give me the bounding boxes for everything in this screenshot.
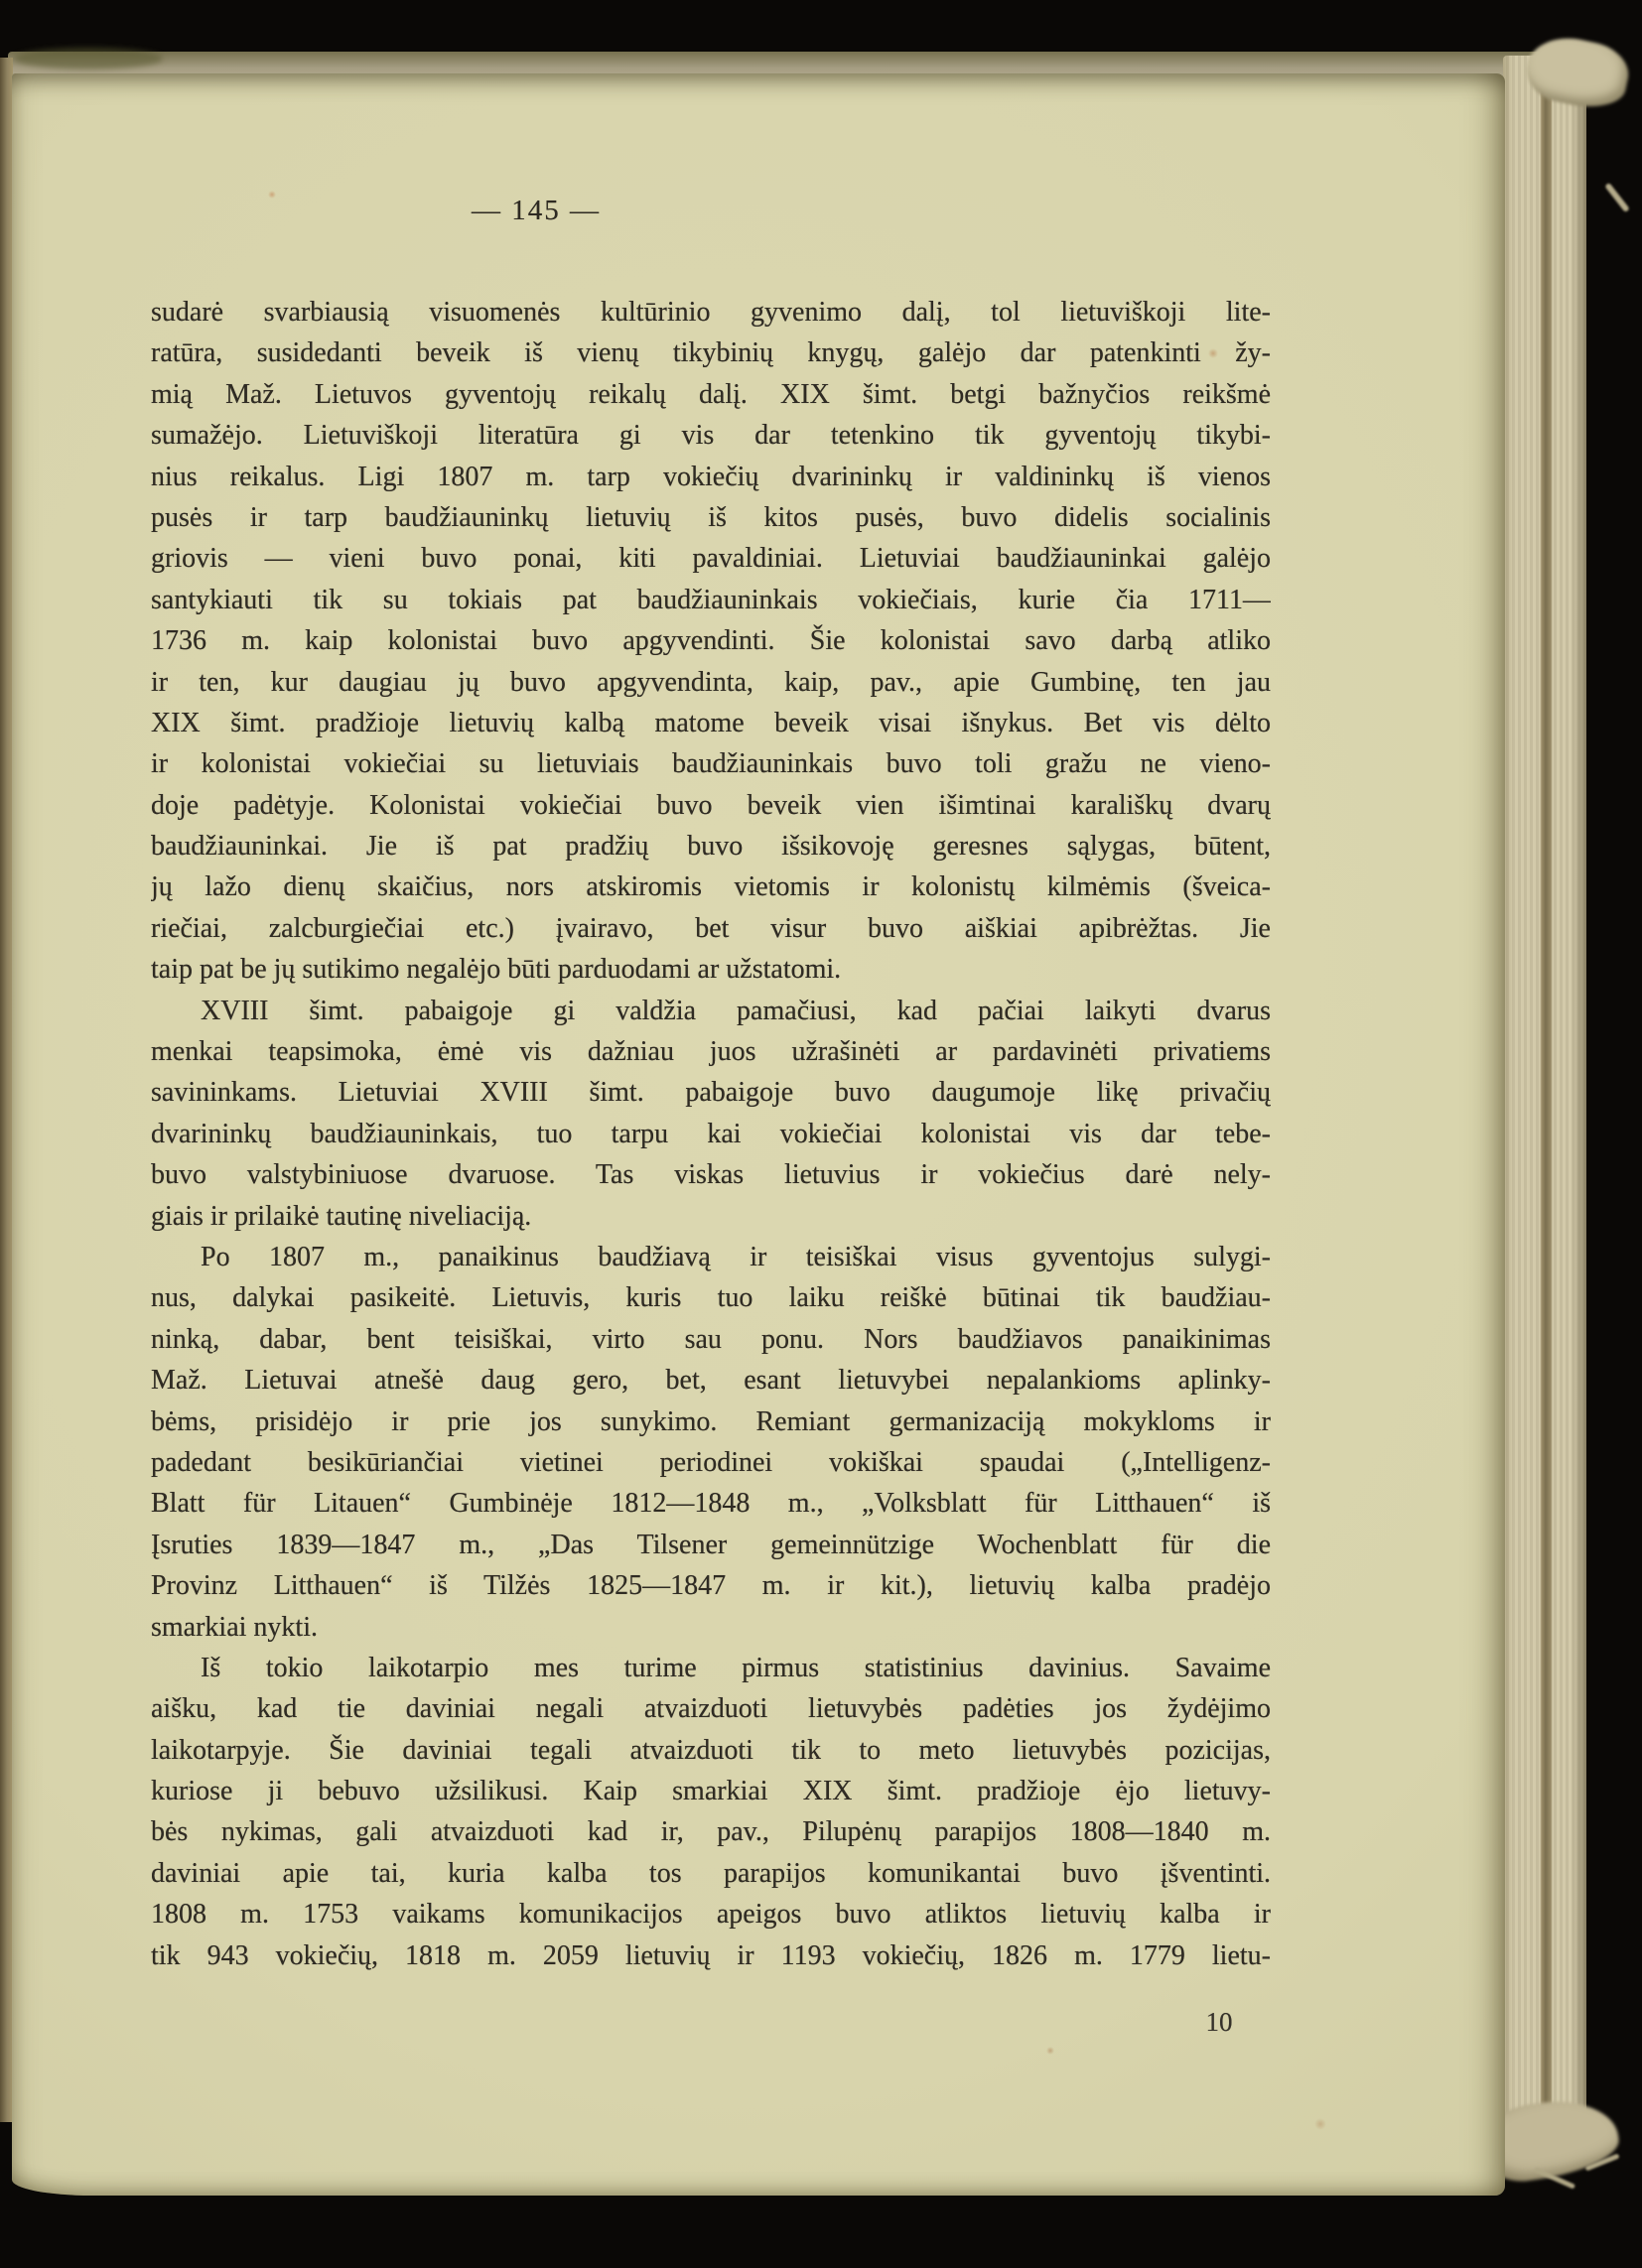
text-line: savininkams. Lietuviai XVIII šimt. pabaigoje buvo daugumoje likę privačių bbox=[151, 1077, 1271, 1109]
text-line: buvo valstybiniuose dvaruose. Tas viskas lietuvius ir vokiečius darė nely- bbox=[151, 1159, 1271, 1191]
text-line: nius reikalus. Ligi 1807 m. tarp vokiečių dvarininkų ir valdininkų iš vienos bbox=[151, 461, 1271, 492]
text-line: santykiauti tik su tokiais pat baudžiauninkais vokiečiais, kurie čia 1711— bbox=[151, 584, 1271, 615]
text-line: dvarininkų baudžiauninkais, tuo tarpu kai vokiečiai kolonistai vis dar tebe- bbox=[151, 1118, 1271, 1149]
text-line: Blatt für Litauen“ Gumbinėje 1812—1848 m., „Volksblatt für Litthauen“ iš bbox=[151, 1488, 1271, 1520]
text-line: ir kolonistai vokiečiai su lietuviais baudžiauninkais buvo toli gražu ne vieno- bbox=[151, 748, 1271, 780]
text-line: ninką, dabar, bent teisiškai, virto sau ponu. Nors baudžiavos panaikinimas bbox=[151, 1323, 1271, 1355]
text-line: padedant besikūriančiai vietinei periodinei vokiškai spaudai („Intelligenz- bbox=[151, 1446, 1271, 1478]
text-line: 1736 m. kaip kolonistai buvo apgyvendinti. Šie kolonistai savo darbą atliko bbox=[151, 625, 1271, 657]
text-line: Iš tokio laikotarpio mes turime pirmus statistinius davinius. Savaime bbox=[201, 1652, 1271, 1683]
text-line: ir ten, kur daugiau jų buvo apgyvendinta, kaip, pav., apie Gumbinę, ten jau bbox=[151, 666, 1271, 698]
text-line: laikotarpyje. Šie daviniai tegali atvaizduoti tik to meto lietuvybės pozicijas, bbox=[151, 1734, 1271, 1766]
text-line: griovis — vieni buvo ponai, kiti pavaldiniai. Lietuviai baudžiauninkai galėjo bbox=[151, 543, 1271, 575]
page-number-header: — 145 — bbox=[472, 195, 601, 226]
text-line: baudžiauninkai. Jie iš pat pradžių buvo išsikovoję geresnes sąlygas, būtent, bbox=[151, 831, 1271, 863]
text-line: smarkiai nykti. bbox=[151, 1611, 318, 1643]
body-text bbox=[151, 292, 1271, 1976]
text-line: jų lažo dienų skaičius, nors atskiromis vietomis ir kolonistų kilmėmis (šveica- bbox=[151, 871, 1271, 903]
text-line: Po 1807 m., panaikinus baudžiavą ir teisiškai visus gyventojus sulygi- bbox=[201, 1241, 1271, 1272]
text-line: daviniai apie tai, kuria kalba tos parapijos komunikantai buvo įšventinti. bbox=[151, 1857, 1271, 1889]
text-line: sudarė svarbiausią visuomenės kultūrinio gyvenimo dalį, tol lietuviškoji lite- bbox=[151, 297, 1271, 328]
fore-edge-seam bbox=[1541, 56, 1552, 2126]
text-line: Provinz Litthauen“ iš Tilžės 1825—1847 m. ir kit.), lietuvių kalba pradėjo bbox=[151, 1570, 1271, 1602]
text-line: riečiai, zalcburgiečiai etc.) įvairavo, bet visur buvo aiškiai apibrėžtas. Jie bbox=[151, 912, 1271, 944]
text-line: giais ir prilaikė tautinę niveliaciją. bbox=[151, 1200, 532, 1232]
text-line: sumažėjo. Lietuviškoji literatūra gi vis dar tetenkino tik gyventojų tikybi- bbox=[151, 420, 1271, 452]
text-line: taip pat be jų sutikimo negalėjo būti parduodami ar užstatomi. bbox=[151, 954, 842, 986]
loose-thread-top bbox=[1604, 183, 1630, 212]
text-line: menkai teapsimoka, ėmė vis dažniau juos užrašinėti ar pardavinėti privatiems bbox=[151, 1036, 1271, 1068]
worn-edge-top-left bbox=[14, 48, 163, 69]
text-line: XIX šimt. pradžioje lietuvių kalbą matome beveik visai išnykus. Bet vis dėlto bbox=[151, 707, 1271, 738]
text-line: mią Maž. Lietuvos gyventojų reikalų dalį. XIX šimt. betgi bažnyčios reikšmė bbox=[151, 378, 1271, 410]
book-page bbox=[12, 73, 1505, 2196]
text-line: XVIII šimt. pabaigoje gi valdžia pamačiusi, kad pačiai laikyti dvarus bbox=[201, 995, 1271, 1026]
text-line: doje padėtyje. Kolonistai vokiečiai buvo beveik vien išimtinai karališkų dvarų bbox=[151, 789, 1271, 821]
text-line: pusės ir tarp baudžiauninkų lietuvių iš kitos pusės, buvo didelis socialinis bbox=[151, 501, 1271, 533]
book-fore-edge bbox=[1503, 56, 1586, 2126]
text-line: kuriose ji bebuvo užsilikusi. Kaip smarkiai XIX šimt. pradžioje ėjo lietuvy- bbox=[151, 1776, 1271, 1807]
text-line: nus, dalykai pasikeitė. Lietuvis, kuris tuo laiku reiškė būtinai tik baudžiau- bbox=[151, 1282, 1271, 1314]
text-line: Įsruties 1839—1847 m., „Das Tilsener gemeinnützige Wochenblatt für die bbox=[151, 1529, 1271, 1560]
text-line: bėms, prisidėjo ir prie jos sunykimo. Remiant germanizaciją mokykloms ir bbox=[151, 1405, 1271, 1437]
text-line: ratūra, susidedanti beveik iš vienų tikybinių knygų, galėjo dar patenkinti žy- bbox=[151, 337, 1271, 369]
page-footer-number: 10 bbox=[1205, 2007, 1233, 2037]
text-line: Maž. Lietuvai atnešė daug gero, bet, esant lietuvybei nepalankioms aplinky- bbox=[151, 1365, 1271, 1397]
text-line: 1808 m. 1753 vaikams komunikacijos apeigos buvo atliktos lietuvių kalba ir bbox=[151, 1899, 1271, 1931]
text-line: tik 943 vokiečių, 1818 m. 2059 lietuvių ir 1193 vokiečių, 1826 m. 1779 lietu- bbox=[151, 1939, 1271, 1971]
text-line: aišku, kad tie daviniai negali atvaizduoti lietuvybės padėties jos žydėjimo bbox=[151, 1693, 1271, 1725]
text-line: bės nykimas, gali atvaizduoti kad ir, pav., Pilupėnų parapijos 1808—1840 m. bbox=[151, 1816, 1271, 1848]
